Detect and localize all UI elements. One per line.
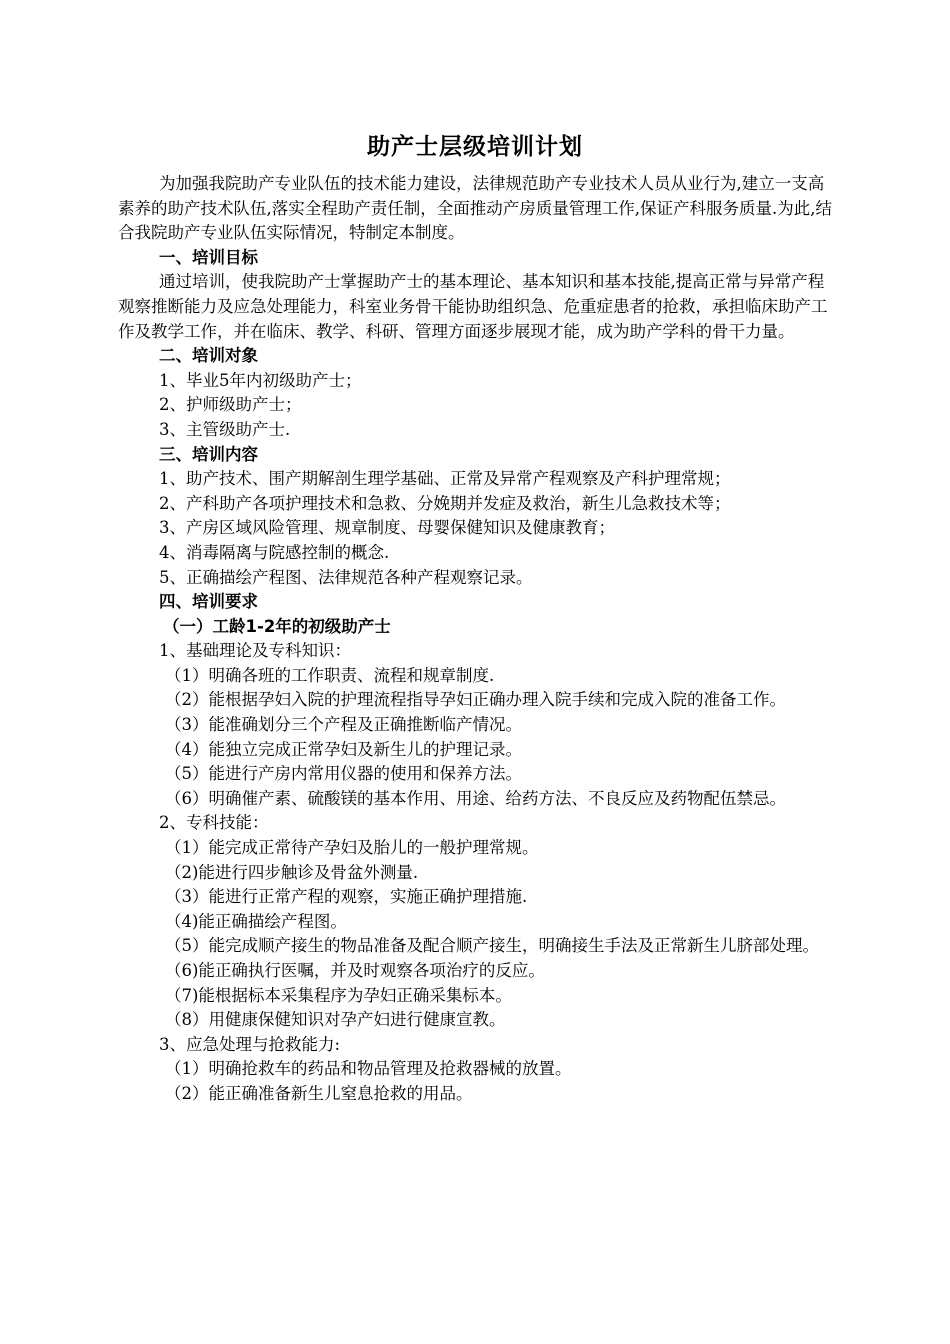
list-item: （8）用健康保健知识对孕产妇进行健康宣教。 (165, 1010, 506, 1030)
list-item: （3）能准确划分三个产程及正确推断临产情况。 (165, 715, 522, 735)
goals-paragraph: 通过培训，使我院助产士掌握助产士的基本理论、基本知识和基本技能,提高正常与异常产程观察推断能力及应急处理能力，科室业务骨干能协助组织急、危重症患者的抢救，承担临床助产工作及教学工作，并在临床、教学、科研、管理方面逐步展现才能，成为助产学科的骨干力量。 (118, 272, 828, 341)
list-item: （1）能完成正常待产孕妇及胎儿的一般护理常规。 (165, 838, 539, 858)
list-item: （3）能进行正常产程的观察，实施正确护理措施. (165, 887, 528, 907)
section-heading-content: 三、培训内容 (159, 444, 258, 464)
list-item: 1、毕业5年内初级助产士； (159, 370, 362, 390)
list-item: 4、消毒隔离与院感控制的概念. (159, 542, 390, 562)
group-label: 1、基础理论及专科知识： (159, 641, 351, 661)
document-title: 助产士层级培训计划 (367, 134, 583, 160)
list-item: 3、主管级助产士. (159, 419, 291, 439)
list-item: （1）明确抢救车的药品和物品管理及抢救器械的放置。 (165, 1059, 572, 1079)
list-item: （6）明确催产素、硫酸镁的基本作用、用途、给药方法、不良反应及药物配伍禁忌。 (165, 788, 786, 808)
list-item: 1、助产技术、围产期解剖生理学基础、正常及异常产程观察及产科护理常规； (159, 469, 731, 489)
section-heading-targets: 二、培训对象 (159, 346, 258, 366)
group-label: 2、专科技能： (159, 813, 269, 833)
list-item: （7)能根据标本采集程序为孕妇正确采集标本。 (165, 985, 512, 1005)
group-label: 3、应急处理与抢救能力: (159, 1034, 341, 1054)
document-body (118, 172, 838, 1107)
list-item: 2、产科助产各项护理技术和急救、分娩期并发症及救治，新生儿急救技术等； (159, 493, 731, 513)
intro-paragraph: 为加强我院助产专业队伍的技术能力建设，法律规范助产专业技术人员从业行为,建立一支高素养的助产技术队伍,落实全程助产责任制，全面推动产房质量管理工作,保证产科服务质量.为此,结合我院助产专业队伍实际情况，特制定本制度。 (118, 174, 832, 243)
section-heading-requirements: 四、培训要求 (159, 592, 258, 612)
list-item: （5）能完成顺产接生的物品准备及配合顺产接生，明确接生手法及正常新生儿脐部处理。 (165, 936, 819, 956)
list-item: （4）能独立完成正常孕妇及新生儿的护理记录。 (165, 739, 522, 759)
list-item: 2、护师级助产士； (159, 395, 302, 415)
list-item: （1）明确各班的工作职责、流程和规章制度. (165, 665, 495, 685)
section-heading-goals: 一、培训目标 (159, 247, 258, 267)
list-item: （5）能进行产房内常用仪器的使用和保养方法。 (165, 764, 522, 784)
list-item: （2)能进行四步触诊及骨盆外测量. (165, 862, 419, 882)
list-item: （2）能正确准备新生儿窒息抢救的用品。 (165, 1083, 473, 1103)
subsection-heading: （一）工龄1-2年的初级助产士 (163, 616, 391, 636)
list-item: （6)能正确执行医嘱，并及时观察各项治疗的反应。 (165, 961, 545, 980)
list-item: 5、正确描绘产程图、法律规范各种产程观察记录。 (159, 567, 533, 587)
list-item: （4)能正确描绘产程图。 (165, 911, 347, 931)
list-item: （2）能根据孕妇入院的护理流程指导孕妇正确办理入院手续和完成入院的准备工作。 (165, 690, 786, 710)
list-item: 3、产房区域风险管理、规章制度、母婴保健知识及健康教育； (159, 518, 615, 538)
